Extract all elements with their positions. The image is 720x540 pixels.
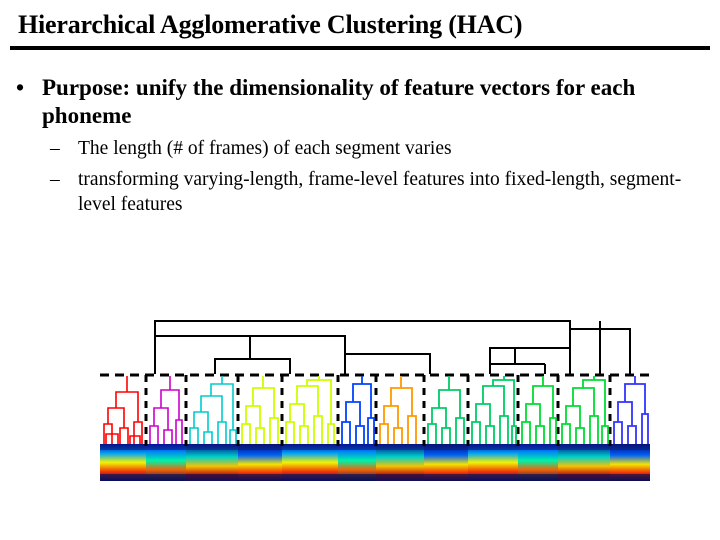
bullet-level2 bbox=[10, 168, 710, 217]
cluster-orange bbox=[380, 376, 416, 444]
bullet-marker: • bbox=[16, 75, 25, 100]
bullet-text: Purpose: unify the dimensionality of feature vectors for each phoneme bbox=[42, 75, 636, 129]
spectrogram-strip bbox=[100, 444, 650, 481]
cluster-magenta bbox=[150, 376, 182, 444]
cluster-red bbox=[104, 376, 142, 444]
cluster-yellowgreen bbox=[242, 376, 334, 444]
bullet-level1 bbox=[10, 74, 710, 130]
bullet-text: transforming varying-length, frame-level features into fixed-length, segment-level features bbox=[78, 169, 682, 215]
cluster-green bbox=[428, 376, 516, 444]
bullet-marker: – bbox=[50, 138, 60, 160]
dendrogram-figure bbox=[100, 296, 650, 481]
title-divider bbox=[10, 46, 710, 50]
cluster-indigo bbox=[614, 376, 648, 444]
bullet-text: The length (# of frames) of each segment varies bbox=[78, 138, 452, 160]
cluster-cyan bbox=[190, 376, 236, 444]
cluster-green-2 bbox=[522, 376, 608, 444]
dendrogram-upper-tree bbox=[155, 321, 630, 374]
cluster-blue bbox=[342, 376, 374, 444]
page-title: Hierarchical Agglomerative Clustering (HAC) bbox=[18, 10, 523, 39]
bullet-level2 bbox=[10, 137, 710, 161]
slide-body bbox=[10, 74, 710, 217]
bullet-marker: – bbox=[50, 169, 60, 191]
